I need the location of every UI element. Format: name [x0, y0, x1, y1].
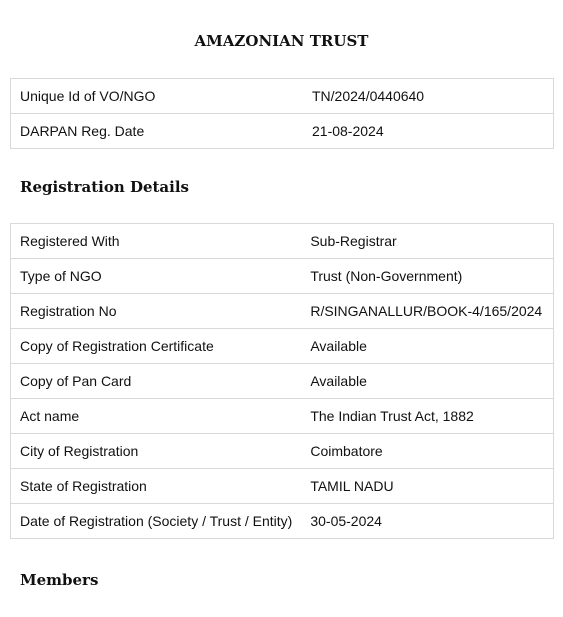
- row-label: Type of NGO: [11, 259, 302, 294]
- registration-details-table: [10, 223, 554, 539]
- registration-details-heading: Registration Details: [20, 178, 189, 196]
- row-label: Copy of Pan Card: [11, 364, 302, 399]
- table-row: [11, 364, 554, 399]
- members-heading: Members: [20, 571, 99, 589]
- basic-info-table: [10, 78, 554, 149]
- table-row: [11, 114, 554, 149]
- table-row: [11, 224, 554, 259]
- row-label: Unique Id of VO/NGO: [20, 88, 156, 104]
- table-row: [11, 399, 554, 434]
- row-label: Registration No: [11, 294, 302, 329]
- row-label: City of Registration: [11, 434, 302, 469]
- row-value: Trust (Non-Government): [301, 259, 553, 294]
- row-value: Coimbatore: [301, 434, 553, 469]
- row-value: TN/2024/0440640: [312, 88, 425, 104]
- row-value: R/SINGANALLUR/BOOK-4/165/2024: [301, 294, 553, 329]
- row-label: Act name: [11, 399, 302, 434]
- row-value: 21-08-2024: [303, 114, 554, 149]
- page-title: AMAZONIAN TRUST: [194, 32, 369, 50]
- row-label: State of Registration: [11, 469, 302, 504]
- table-row: [11, 504, 554, 539]
- row-value: Available: [301, 329, 553, 364]
- row-value: The Indian Trust Act, 1882: [301, 399, 553, 434]
- row-value: Sub-Registrar: [310, 233, 397, 249]
- row-label: Date of Registration (Society / Trust / Entity): [11, 504, 302, 539]
- table-row: [11, 79, 554, 114]
- row-value: TAMIL NADU: [301, 469, 553, 504]
- table-row: [11, 259, 554, 294]
- table-row: [11, 434, 554, 469]
- row-label: DARPAN Reg. Date: [11, 114, 304, 149]
- row-label: Registered With: [20, 233, 120, 249]
- row-value: Available: [301, 364, 553, 399]
- row-value: 30-05-2024: [301, 504, 553, 539]
- table-row: [11, 469, 554, 504]
- table-row: [11, 329, 554, 364]
- table-row: [11, 294, 554, 329]
- row-label: Copy of Registration Certificate: [11, 329, 302, 364]
